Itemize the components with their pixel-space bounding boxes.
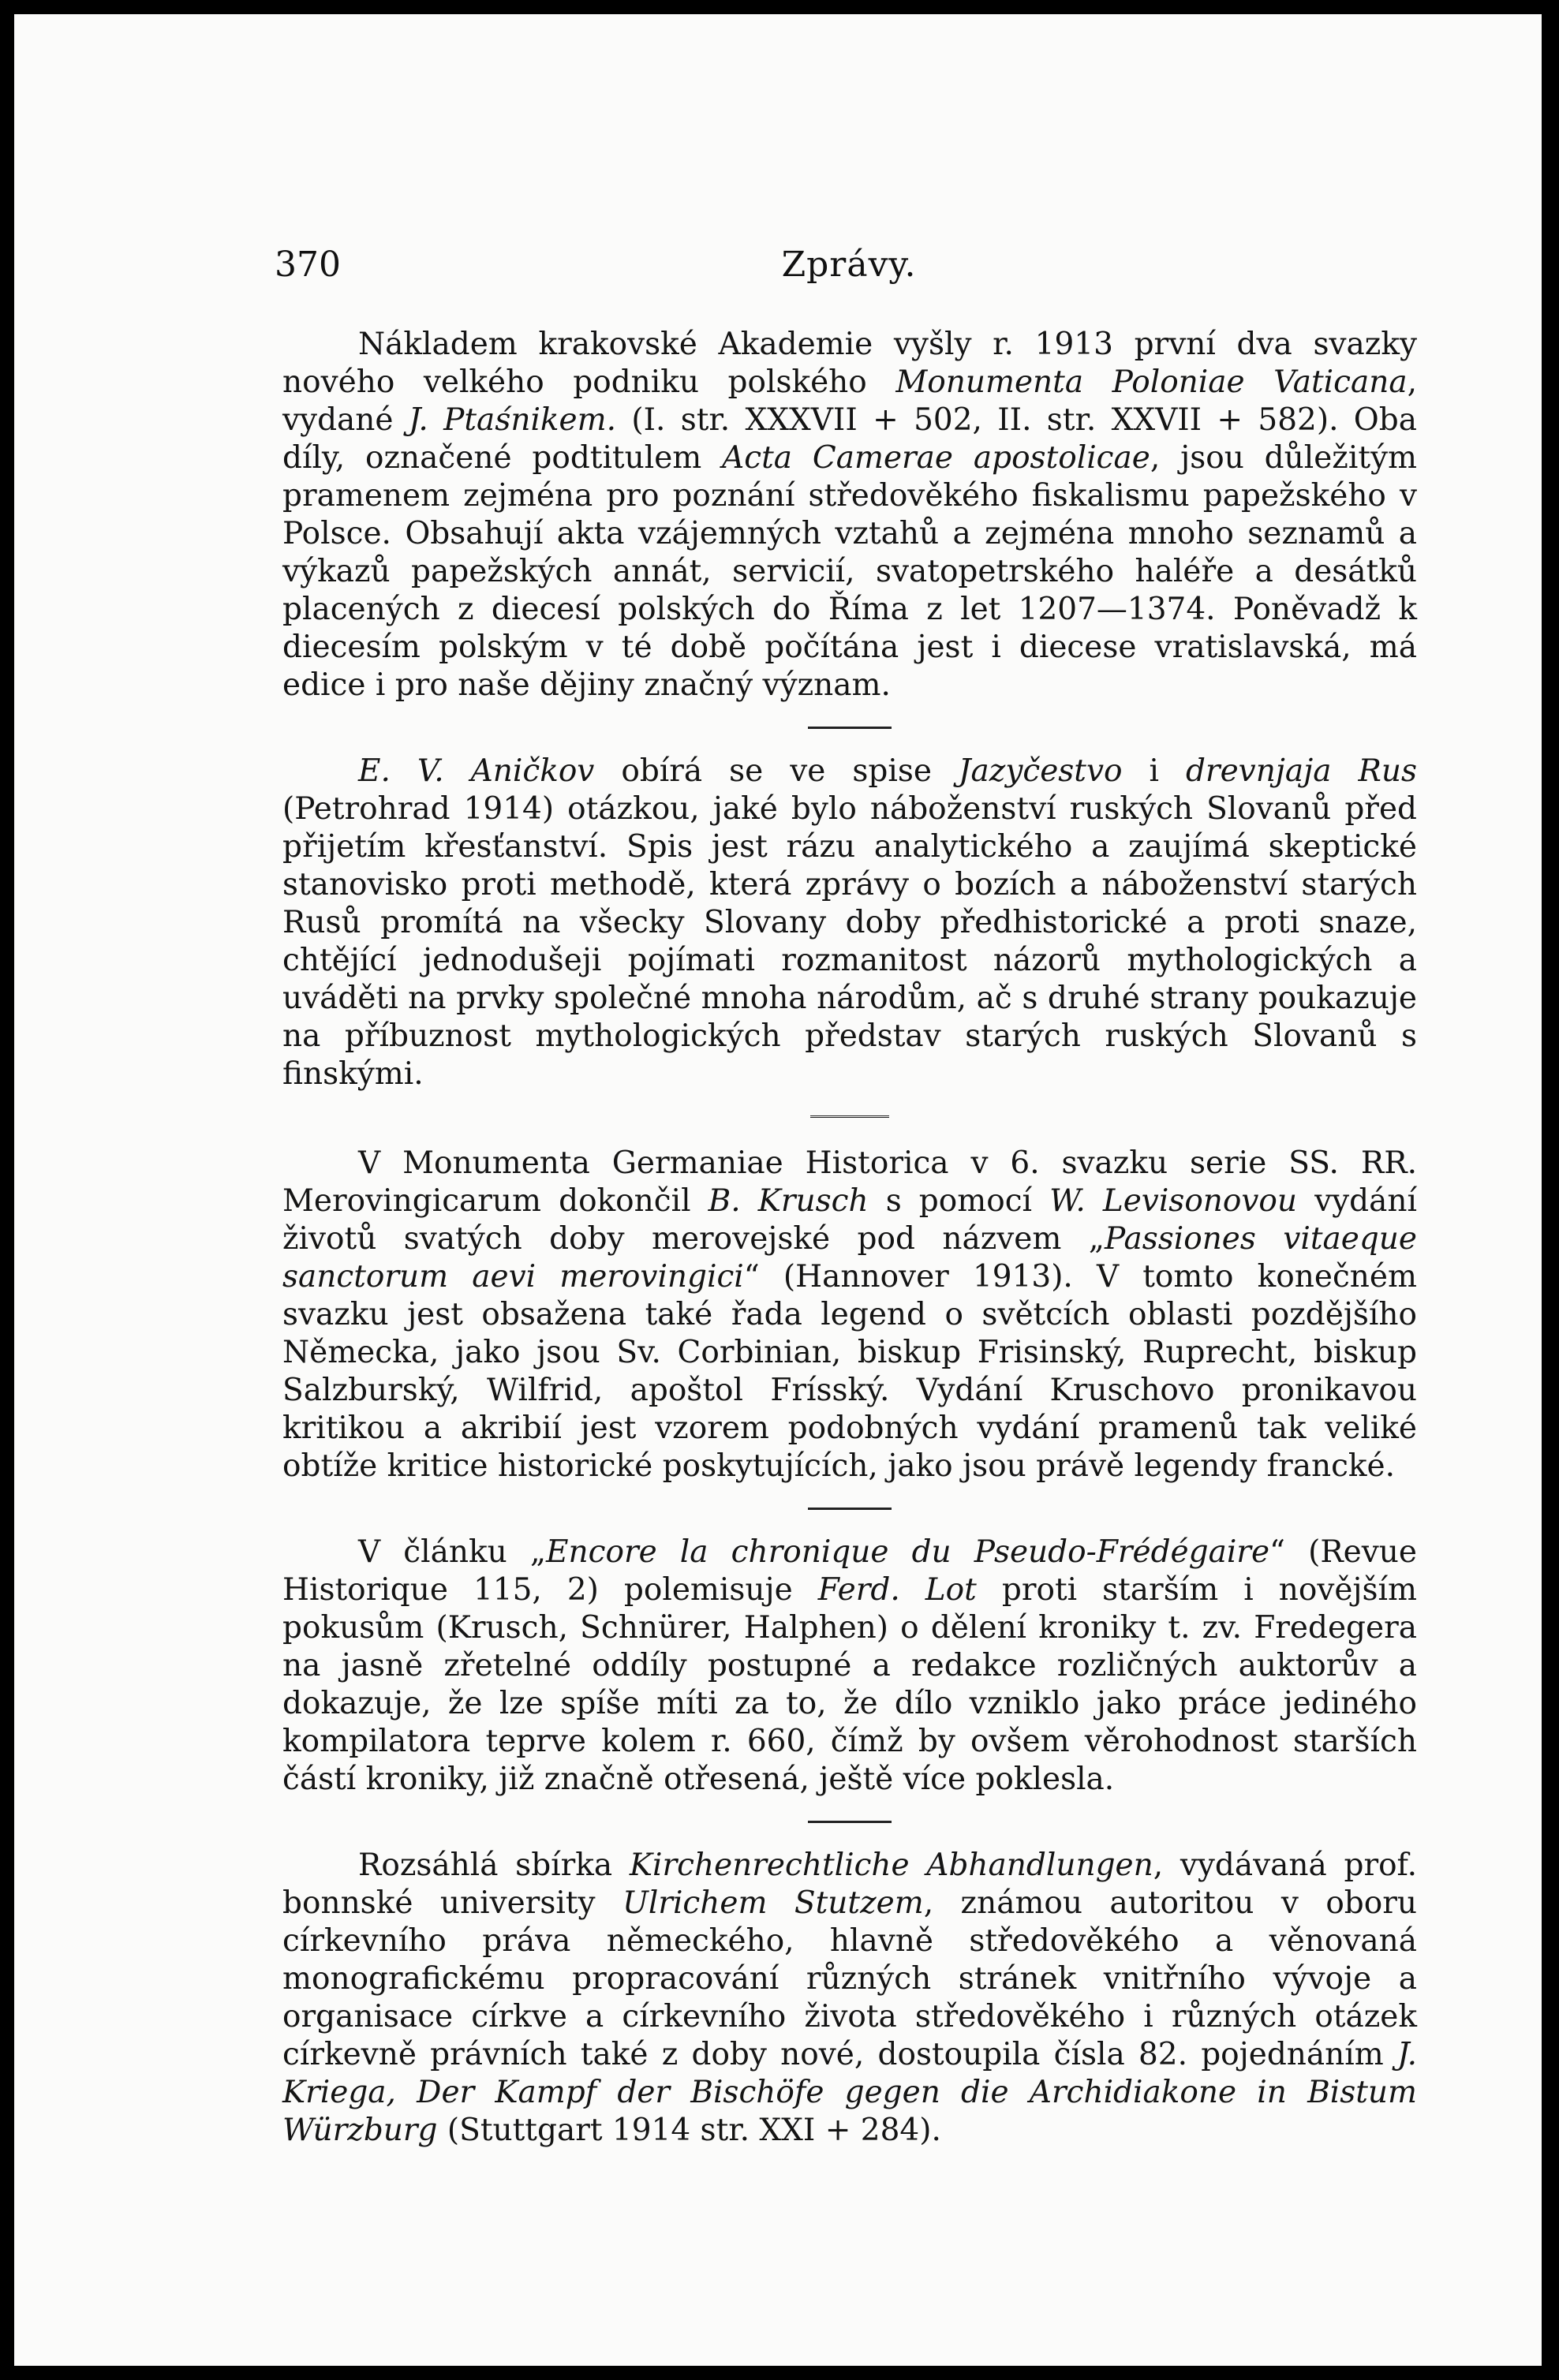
text-run: , jsou důležitým pramenem zejména pro poznání středověkého fiskalismu papežského v Polsce. Obsahují akta vzájemných vztahů a zejména mnoho seznamů a výkazů papežských annát, servicií, svatopetrského haléře a desátků placených z diecesí polských do Říma z let 1207—1374. Poněvadž k diecesím polským v té době počítána jest i diecese vratislavská, má edice i pro naše dějiny značný význam. [282, 440, 1417, 703]
italic-text: Monumenta Poloniae Vaticana [895, 364, 1408, 400]
text-run: “ (Revue Historique 115, 2) polemisuje [282, 1534, 1417, 1608]
text-run: Rozsáhlá sbírka [358, 1848, 630, 1883]
italic-text: Passiones vitaeque sanctorum aevi merovingici [282, 1221, 1417, 1295]
text-run: “ (Hannover 1913). V tomto konečném svazku jest obsažena také řada legend o světcích oblasti pozdějšího Německa, jako jsou Sv. Corbinian, biskup Frisinský, Ruprecht, biskup Salzburský, Wilfrid, apoštol Frísský. Vydání Kruschovo pronikavou kritikou a akribií jest vzorem podobných vydání pramenů tak veliké obtíže kritice historické poskytujících, jako jsou právě legendy francké. [282, 1259, 1417, 1484]
text-run: (I. str. XXXVII + 502, II. str. XXVII + 582). Oba díly, označené podtitulem [282, 402, 1417, 476]
italic-text: Jazyčestvo [958, 753, 1123, 789]
text-run: s pomocí [868, 1183, 1050, 1219]
text-run: Nákladem krakovské Akademie vyšly r. 1913 první dva svazky nového velkého podniku polského [282, 327, 1417, 400]
italic-text: J. Kriega, Der Kampf der Bischöfe gegen die Archidiakone in Bistum Würzburg [282, 2037, 1417, 2148]
text-run: V Monumenta Germaniae Historica v 6. svazku serie SS. RR. Merovingicarum dokončil [282, 1145, 1417, 1219]
paragraph-1 [282, 326, 1417, 704]
italic-text: Ulrichem Stutzem [622, 1885, 924, 1921]
text-run: , známou autoritou v oboru církevního práva německého, hlavně středověkého a věnovaná monografickému propracování různých stránek vnitřního vývoje a organisace církve a církevního života středověkého i různých otázek církevně právních také z doby nové, dostoupila čísla 82. pojednáním [282, 1885, 1417, 2072]
page-number: 370 [275, 245, 341, 285]
text-run: vydání životů svatých doby merovejské pod názvem „ [282, 1183, 1417, 1257]
italic-text: J. Ptaśnikem. [408, 402, 617, 438]
italic-text: Encore la chronique du Pseudo-Frédégaire [546, 1534, 1270, 1570]
text-run: (Stuttgart 1914 str. XXI + 284). [437, 2113, 941, 2148]
italic-text: B. Krusch [708, 1183, 869, 1219]
paragraph-2 [282, 753, 1417, 1093]
italic-text: drevnjaja Rus [1185, 753, 1417, 789]
paragraph-4 [282, 1534, 1417, 1799]
text-run: i [1122, 753, 1186, 789]
text-run: obírá se ve spise [594, 753, 959, 789]
italic-text: Kirchenrechtliche Abhandlungen [629, 1848, 1153, 1883]
italic-text: Ferd. Lot [817, 1572, 977, 1608]
italic-text: W. Levisonovou [1049, 1183, 1298, 1219]
paragraph-3 [282, 1145, 1417, 1485]
section-separator [808, 727, 892, 729]
text-run: proti starším i novějším pokusům (Krusch, Schnürer, Halphen) o dělení kroniky t. zv. Fredegera na jasně zřetelné oddíly postupné a redakce rozličných auktorův a dokazuje, že lze spíše míti za to, že dílo vzniklo jako práce jediného kompilatora teprve kolem r. 660, čímž by ovšem věrohodnost starších částí kroniky, již značně otřesená, ještě více poklesla. [282, 1572, 1417, 1797]
page-header [275, 245, 1423, 292]
section-separator-double [810, 1115, 889, 1121]
text-run: , vydávaná prof. bonnské university [282, 1848, 1418, 1921]
text-run: V článku „ [358, 1534, 547, 1570]
section-separator [808, 1821, 892, 1823]
text-run: , vydané [282, 364, 1417, 438]
article-body [282, 326, 1417, 2150]
section-separator [808, 1508, 892, 1510]
paragraph-5 [282, 1847, 1417, 2150]
italic-text: Acta Camerae apostolicae [722, 440, 1150, 476]
page [14, 14, 1542, 2366]
page-title: Zprávy. [781, 245, 917, 285]
text-run: (Petrohrad 1914) otázkou, jaké bylo náboženství ruských Slovanů před přijetím křesťanství. Spis jest rázu analytického a zaujímá skeptické stanovisko proti methodě, která zprávy o bozích a náboženství starých Rusů promítá na všecky Slovany doby předhistorické a proti snaze, chtějící jednodušeji pojímati rozmanitost názorů mythologických a uváděti na prvky společné mnoha národům, ač s druhé strany poukazuje na příbuznost mythologických představ starých ruských Slovanů s finskými. [282, 791, 1417, 1092]
italic-text: E. V. Aničkov [358, 753, 595, 789]
